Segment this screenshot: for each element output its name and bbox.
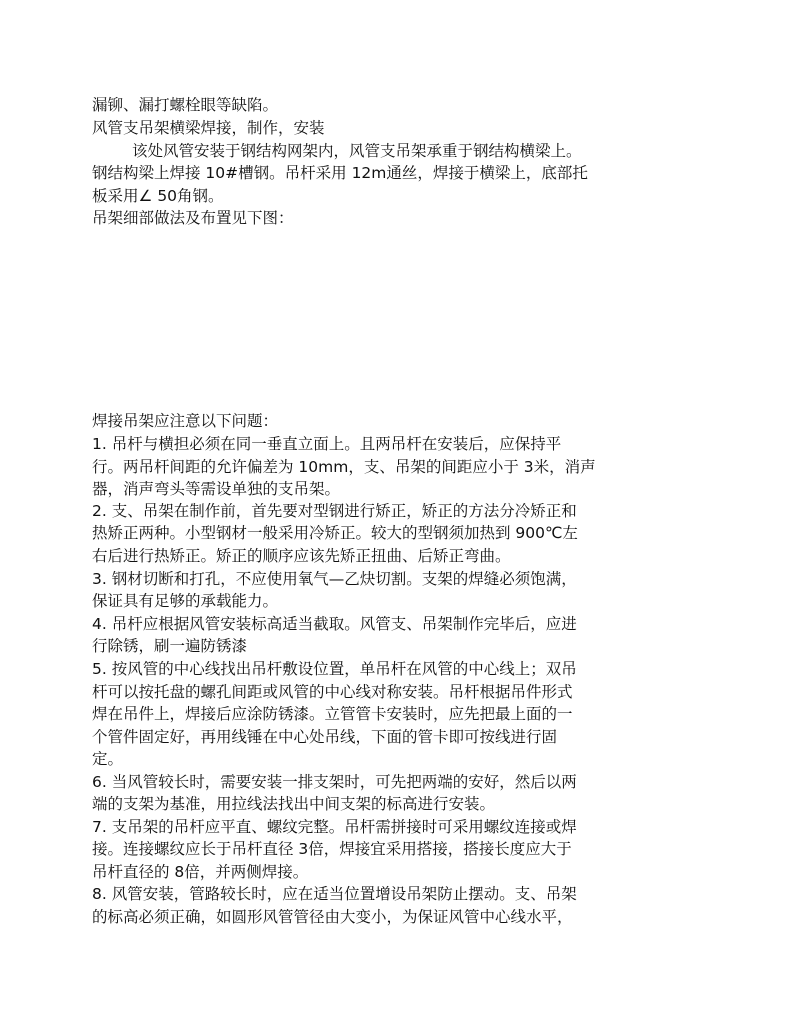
- text-line: 吊架细部做法及布置见下图：: [92, 209, 294, 227]
- text-line: 7. 支吊架的吊杆应平直、螺纹完整。吊杆需拼接时可采用螺纹连接或焊: [92, 818, 577, 836]
- text-line: 板采用∠ 50角钢。: [92, 187, 224, 205]
- text-line: 杆可以按托盘的螺孔间距或风管的中心线对称安装。吊杆根据吊件形式: [92, 683, 573, 701]
- text-line: 6. 当风管较长时，需要安装一排支架时，可先把两端的安好，然后以两: [92, 773, 577, 791]
- text-line: 定。: [92, 750, 124, 768]
- text-line: 个管件固定好，再用线锤在中心处吊线，下面的管卡即可按线进行固: [92, 728, 558, 746]
- text-line: 4. 吊杆应根据风管安装标高适当截取。风管支、吊架制作完毕后，应进: [92, 615, 577, 633]
- text-line: 接。连接螺纹应长于吊杆直径 3倍，焊接宜采用搭接，搭接长度应大于: [92, 840, 572, 858]
- notes-title: 焊接吊架应注意以下问题：: [92, 412, 279, 430]
- figure-placeholder: [92, 232, 692, 402]
- text-line: 焊在吊件上，焊接后应涂防锈漆。立管管卡安装时，应先把最上面的一: [92, 705, 573, 723]
- text-line: 器，消声弯头等需设单独的支吊架。: [92, 480, 341, 498]
- text-line: 2. 支、吊架在制作前，首先要对型钢进行矫正，矫正的方法分冷矫正和: [92, 502, 577, 520]
- section-heading: 风管支吊架横梁焊接，制作，安装: [92, 119, 325, 137]
- text-line: 5. 按风管的中心线找出吊杆敷设位置，单吊杆在风管的中心线上；双吊: [92, 660, 577, 678]
- text-line: 1. 吊杆与横担必须在同一垂直立面上。且两吊杆在安装后，应保持平: [92, 435, 562, 453]
- text-line: 行。两吊杆间距的允许偏差为 10mm，支、吊架的间距应小于 3米，消声: [92, 458, 596, 476]
- text-line: 钢结构梁上焊接 10#槽钢。吊杆采用 12m通丝，焊接于横梁上，底部托: [92, 164, 588, 182]
- text-line: 保证具有足够的承载能力。: [92, 592, 279, 610]
- text-line: 右后进行热矫正。矫正的顺序应该先矫正扭曲、后矫正弯曲。: [92, 547, 511, 565]
- text-line: 吊杆直径的 8倍，并两侧焊接。: [92, 863, 309, 881]
- text-line: 3. 钢材切断和打孔，不应使用氧气—乙炔切割。支架的焊缝必须饱满，: [92, 570, 577, 588]
- text-line: 行除锈，刷一遍防锈漆: [92, 637, 248, 655]
- text-line: 的标高必须正确，如圆形风管管径由大变小，为保证风管中心线水平，: [92, 908, 573, 926]
- text-line: 8. 风管安装，管路较长时，应在适当位置增设吊架防止摆动。支、吊架: [92, 885, 577, 903]
- text-line: 漏铆、漏打螺栓眼等缺陷。: [92, 96, 279, 114]
- text-line: 热矫正两种。小型钢材一般采用冷矫正。较大的型钢须加热到 900℃左: [92, 524, 578, 542]
- text-line: 端的支架为基准，用拉线法找出中间支架的标高进行安装。: [92, 795, 496, 813]
- text-line: 该处风管安装于钢结构网架内，风管支吊架承重于钢结构横梁上。: [132, 142, 582, 160]
